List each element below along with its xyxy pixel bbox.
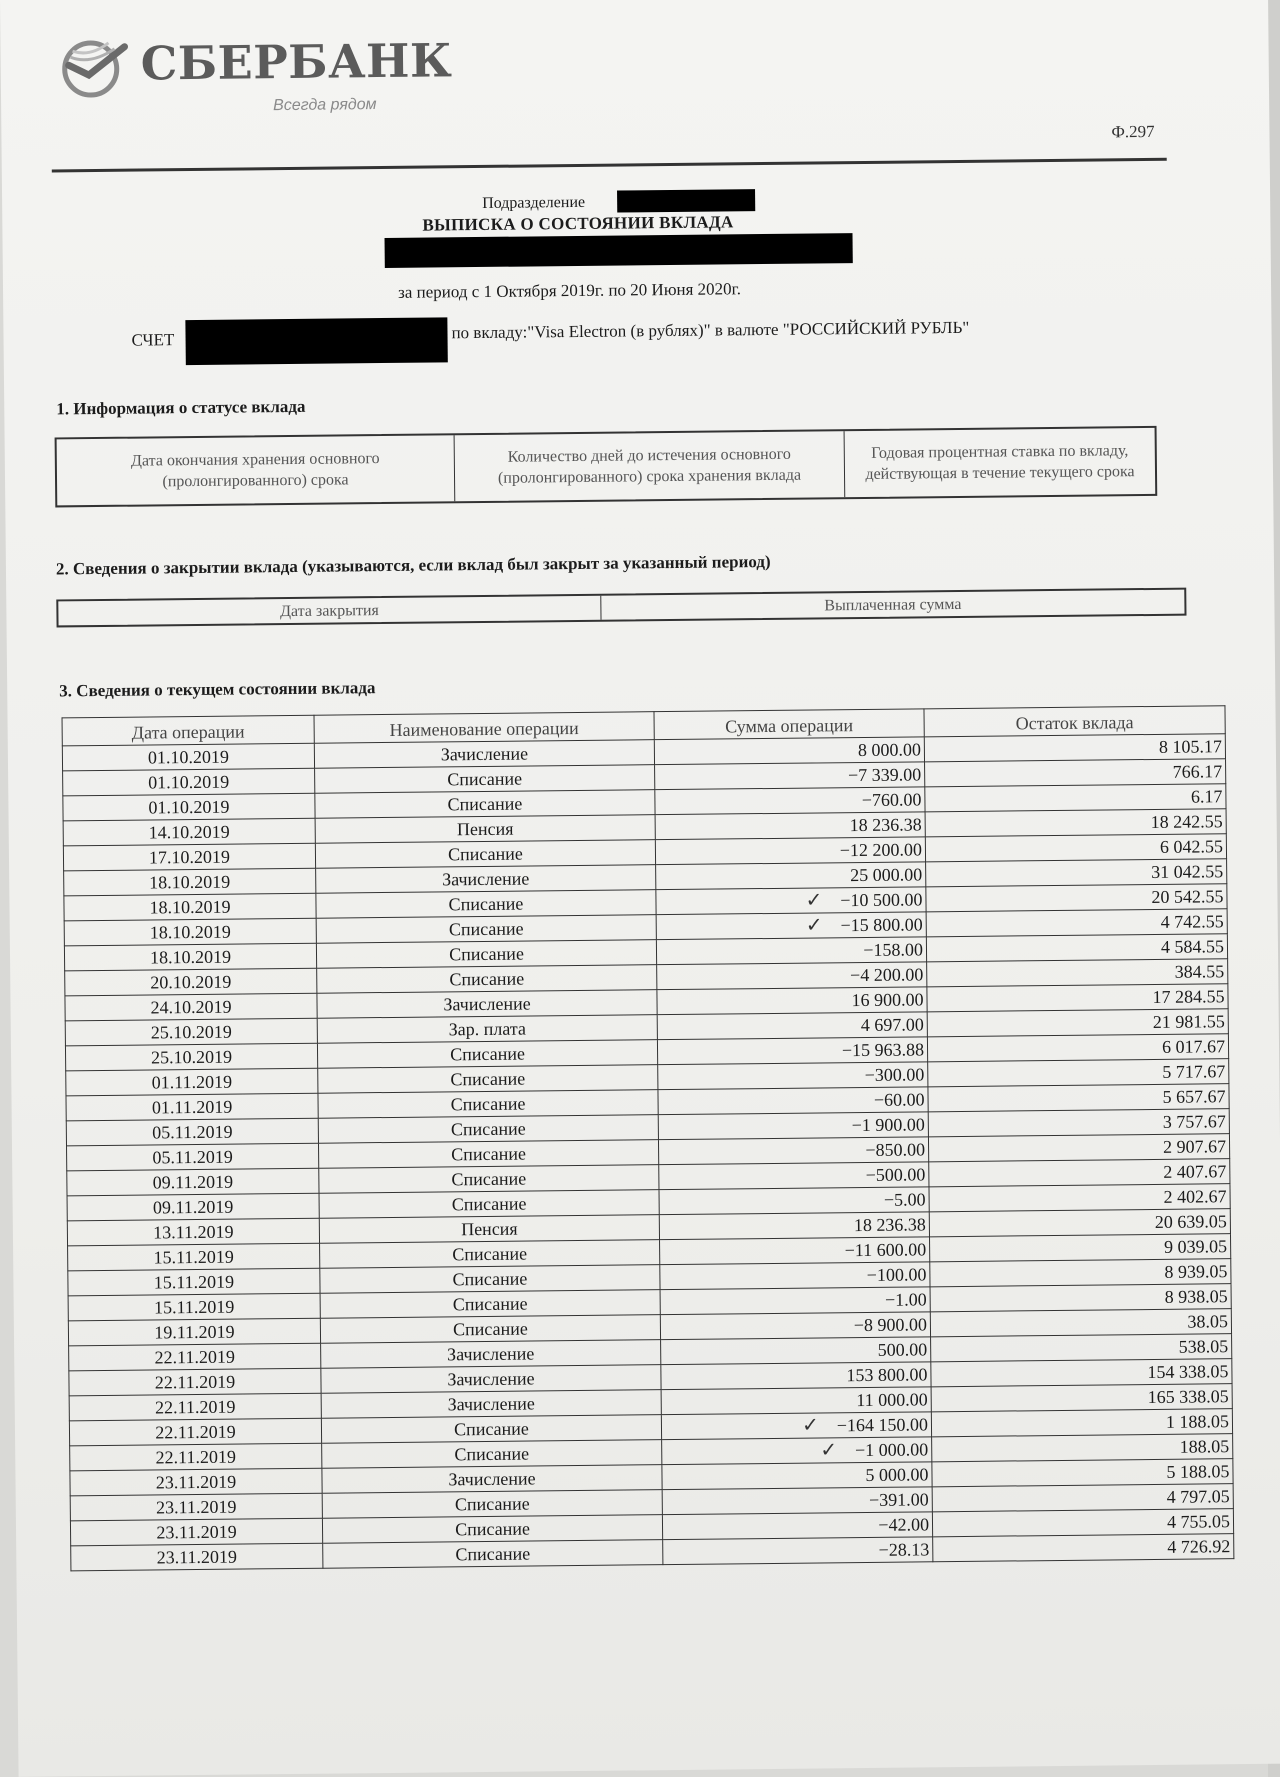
deposit-balance [928,1134,1229,1162]
operation-name-value: Зачисление [448,1468,536,1490]
operation-date [63,768,315,796]
operation-date [63,843,315,871]
deposit-balance [926,934,1227,962]
operation-name-value: Списание [449,968,525,990]
statement-period: за период с 1 Октября 2019г. по 20 Июня 2020г. [397,279,742,302]
col-operation-amount: Сумма операции [654,709,924,740]
deposit-balance [925,809,1226,837]
operation-date-value: 24.10.2019 [150,996,232,1018]
operation-date-value: 23.11.2019 [156,1521,237,1543]
operation-date [66,1093,318,1121]
operation-amount-value: −100.00 [866,1264,927,1285]
operation-amount [656,912,926,940]
operation-amount [656,862,926,890]
operation-name-value: Списание [454,1443,530,1465]
deposit-balance [931,1334,1232,1362]
operation-name-value: Списание [451,1193,527,1215]
operation-amount [662,1437,932,1465]
operation-amount [662,1462,932,1490]
operation-amount [658,1112,928,1140]
deposit-balance-value: 17 284.55 [1152,986,1225,1007]
deposit-balance [924,734,1225,762]
deposit-balance-value: 20 639.05 [1154,1211,1227,1232]
deposit-balance [925,784,1226,812]
operation-name-value: Пенсия [461,1218,518,1240]
deposit-balance-value: 20 542.55 [1151,886,1224,907]
operation-amount [661,1337,931,1365]
redaction-subdivision [617,189,755,212]
operation-name-value: Списание [455,1518,530,1540]
operation-name-value: Списание [455,1543,531,1565]
deposit-balance-value: 188.05 [1179,1436,1230,1457]
operation-amount [657,1037,927,1065]
deposit-balance-value: 384.55 [1174,961,1225,982]
operation-date-value: 15.11.2019 [153,1246,234,1268]
operation-name [320,1290,660,1319]
operation-name [320,1265,660,1294]
operation-date [67,1218,319,1246]
col-operation-name: Наименование операции [314,712,654,744]
deposit-balance-value: 766.17 [1172,761,1223,782]
operation-date-value: 13.11.2019 [153,1221,234,1243]
operation-amount [655,812,925,840]
col-interest-rate: Годовая процентная ставка по вкладу, действующая в течение текущего срока [865,442,1135,483]
operations-body [62,734,1234,1571]
deposit-balance-value: 6.17 [1190,786,1223,807]
operation-date [69,1393,321,1421]
operation-date [70,1468,322,1496]
deposit-balance [926,884,1227,912]
operation-amount-value: −391.00 [868,1489,929,1510]
deposit-balance [928,1109,1229,1137]
operation-date-value: 22.11.2019 [155,1421,236,1443]
operation-amount-value: 500.00 [877,1339,928,1360]
operation-amount-value: −60.00 [873,1089,925,1110]
deposit-balance [931,1409,1232,1437]
account-description: по вкладу:"Visa Electron (в рублях)" в валюте "РОССИЙСКИЙ РУБЛЬ" [451,317,970,343]
col-paid-amount: Выплаченная сумма [824,595,962,614]
operation-amount [659,1162,929,1190]
deposit-balance [931,1359,1232,1387]
account-label: СЧЕТ [131,330,175,350]
operation-name-value: Списание [454,1418,529,1440]
deposit-closure-table [56,588,1186,628]
deposit-balance [932,1509,1233,1537]
operation-date [67,1193,319,1221]
handwritten-check-icon: ✓ [805,914,823,937]
operation-date [65,993,317,1021]
operation-amount [662,1512,932,1540]
operation-amount [655,837,925,865]
operation-name [318,1115,658,1144]
operation-amount [660,1312,930,1340]
redaction-account-number [185,317,447,365]
operation-amount-value: −28.13 [878,1539,930,1560]
deposit-balance-value: 154 338.05 [1147,1361,1229,1383]
deposit-balance-value: 2 407.67 [1163,1161,1227,1182]
operation-amount [658,1137,928,1165]
operation-date-value: 15.11.2019 [153,1296,235,1318]
operation-name-value: Списание [454,1493,530,1515]
document-title: ВЫПИСКА О СОСТОЯНИИ ВКЛАДА [422,212,734,235]
section2-heading: 2. Сведения о закрытии вклада (указываются, если вклад был закрыт за указанный период) [55,551,771,579]
operation-date [62,743,314,771]
operation-date [70,1493,322,1521]
deposit-balance-value: 4 742.55 [1160,911,1224,932]
operation-name-value: Списание [447,843,523,865]
deposit-balance [928,1084,1229,1112]
operation-name-value: Списание [450,1093,526,1115]
deposit-balance [930,1259,1231,1287]
operation-amount-value: −1.00 [884,1289,927,1310]
operation-name [315,815,655,844]
operation-date-value: 22.11.2019 [154,1346,235,1368]
operation-name [321,1390,661,1419]
operation-amount-value: −7 339.00 [847,764,922,786]
operation-date-value: 25.10.2019 [150,1046,233,1068]
operation-date-value: 17.10.2019 [148,846,231,868]
operation-amount [656,937,926,965]
operation-date-value: 05.11.2019 [152,1146,233,1168]
operation-amount-value: −850.00 [865,1139,926,1160]
deposit-balance-value: 4 755.05 [1166,1511,1231,1532]
operation-date-value: 05.11.2019 [152,1121,233,1143]
operation-name [317,1040,657,1069]
operation-name-value: Списание [452,1318,528,1340]
sberbank-logo-mark-icon [58,35,131,100]
deposit-balance-value: 3 757.67 [1162,1111,1226,1132]
operation-amount [662,1487,932,1515]
operation-amount-value: 11 000.00 [856,1389,928,1411]
operation-date-value: 01.10.2019 [148,771,230,793]
operation-amount-value: −8 900.00 [853,1314,928,1336]
deposit-balance-value: 2 402.67 [1163,1186,1227,1207]
operation-amount-value: −1 900.00 [851,1114,925,1136]
operation-name-value: Зачисление [447,1393,535,1415]
deposit-balance [927,959,1228,987]
deposit-balance-value: 38.05 [1187,1311,1229,1332]
operation-amount-value: 25 000.00 [850,864,923,886]
sberbank-logo [58,30,453,124]
deposit-balance [930,1234,1231,1262]
deposit-balance-value: 9 039.05 [1164,1236,1228,1257]
operation-amount-value: 18 236.38 [853,1214,926,1236]
operation-name [317,990,657,1019]
operation-name-value: Зачисление [440,743,529,765]
deposit-balance [928,1059,1229,1087]
deposit-balance [927,1034,1228,1062]
operation-amount-value: −500.00 [865,1164,926,1185]
operation-amount-value: −760.00 [861,789,922,811]
bank-slogan: Всегда рядом [273,96,377,115]
operation-name [318,1090,658,1119]
operation-name [319,1190,659,1219]
operation-amount [661,1387,931,1415]
operation-date [68,1293,320,1321]
operation-date [64,893,316,921]
deposit-balance-value: 18 242.55 [1150,811,1223,832]
operation-name [315,765,655,794]
operation-name [316,940,656,969]
deposit-balance-value: 165 338.05 [1147,1386,1229,1408]
operations-table [62,705,1235,1571]
operation-amount [657,962,927,990]
operation-date-value: 23.11.2019 [156,1546,238,1568]
operation-date [69,1368,321,1396]
operation-amount [657,987,927,1015]
operation-date [65,968,317,996]
operation-name-value: Списание [452,1268,528,1290]
deposit-balance-value: 2 907.67 [1162,1136,1227,1157]
deposit-balance-value: 5 188.05 [1166,1461,1230,1482]
deposit-balance-value: 21 981.55 [1152,1011,1225,1032]
operation-date [63,793,315,821]
operation-date [71,1543,323,1571]
header-divider [52,158,1167,173]
operation-name [321,1340,661,1369]
operation-date-value: 22.11.2019 [154,1371,236,1393]
operation-date [69,1343,321,1371]
deposit-status-table [55,426,1158,508]
operation-date [66,1118,318,1146]
deposit-balance-value: 4 797.05 [1166,1486,1230,1507]
operation-amount-value: −4 200.00 [849,964,924,986]
col-term-end-date: Дата окончания хранения основного (пролонгированного) срока [57,435,456,505]
operation-amount-value: −11 600.00 [844,1239,927,1261]
deposit-balance [926,859,1227,887]
operation-amount [657,1012,927,1040]
operation-date [69,1418,321,1446]
col-closure-date: Дата закрытия [58,596,601,626]
operation-name-value: Зачисление [447,1343,535,1365]
operation-amount [660,1237,930,1265]
operation-amount [658,1087,928,1115]
operation-amount-value: −5.00 [883,1189,926,1210]
deposit-balance [932,1434,1233,1462]
operation-date-value: 09.11.2019 [152,1196,234,1218]
operation-date-value: 01.11.2019 [151,1071,233,1093]
operation-amount [661,1412,931,1440]
operation-name [321,1415,661,1444]
deposit-balance-value: 8 938.05 [1164,1286,1228,1307]
operation-name [322,1515,662,1544]
operation-name [322,1465,662,1494]
operation-date-value: 23.11.2019 [155,1471,237,1493]
operation-amount-value: −15 963.88 [841,1039,925,1061]
operation-amount-value: 16 900.00 [851,989,924,1011]
operation-name-value: Зачисление [447,1368,535,1390]
operation-date-value: 18.10.2019 [149,921,231,943]
operation-amount-value: −12 200.00 [839,839,923,861]
deposit-balance-value: 31 042.55 [1151,861,1224,882]
operation-amount-value: −10 500.00 [840,889,923,911]
operation-amount-value: −1 000.00 [854,1439,929,1461]
operation-date-value: 19.11.2019 [154,1321,235,1343]
operation-amount [661,1362,931,1390]
deposit-balance [930,1284,1231,1312]
deposit-balance-value: 8 105.17 [1158,736,1222,757]
operation-amount-value: 8 000.00 [857,739,922,761]
operation-amount [656,887,926,915]
operation-amount-value: 4 697.00 [860,1014,924,1036]
deposit-balance [929,1159,1230,1187]
operation-name [314,740,654,769]
operation-amount-value: 5 000.00 [865,1464,929,1486]
operation-amount [654,737,924,765]
form-code: Ф.297 [1111,121,1155,142]
deposit-balance [932,1484,1233,1512]
operation-name [316,915,656,944]
operation-date [64,943,316,971]
operation-amount [660,1287,930,1315]
operation-amount [658,1062,928,1090]
operation-name-value: Списание [448,918,524,940]
deposit-balance-value: 4 726.92 [1167,1536,1231,1557]
operation-name [320,1315,660,1344]
operation-name-value: Списание [451,1168,527,1190]
col-days-remaining: Количество дней до истечения основного (пролонгированного) срока хранения вклада [455,431,846,501]
operation-date [70,1443,322,1471]
operation-date-value: 20.10.2019 [150,971,232,993]
operation-name-value: Зачисление [443,993,531,1015]
deposit-balance [933,1534,1234,1562]
deposit-balance [925,759,1226,787]
operation-name-value: Списание [447,768,523,790]
operation-name-value: Списание [452,1293,528,1315]
operation-date-value: 01.11.2019 [151,1096,233,1118]
operation-date [70,1518,322,1546]
operation-amount-value: −15 800.00 [840,914,923,936]
operation-date [63,818,315,846]
deposit-balance [931,1384,1232,1412]
redaction-holder-name [385,233,853,268]
operation-amount [660,1262,930,1290]
operation-date-value: 25.10.2019 [150,1021,232,1043]
operation-name [323,1540,663,1569]
operation-amount [655,762,925,790]
operation-name [316,865,656,894]
operation-name-value: Пенсия [456,818,514,840]
operation-date [67,1168,319,1196]
bank-name: СБЕРБАНК [140,33,453,91]
operation-date [65,1043,317,1071]
deposit-balance [929,1209,1230,1237]
operation-name [315,840,655,869]
operation-name-value: Списание [452,1243,528,1265]
operation-amount-value: −42.00 [878,1514,930,1535]
operation-date-value: 01.10.2019 [147,746,230,768]
operation-name-value: Списание [451,1143,527,1165]
deposit-balance [927,984,1228,1012]
operation-amount-value: −164 150.00 [836,1414,929,1436]
deposit-balance [929,1184,1230,1212]
operation-date-value: 09.11.2019 [152,1171,234,1193]
section3-heading: 3. Сведения о текущем состоянии вклада [59,678,376,701]
operation-name-value: Списание [449,943,524,965]
deposit-balance-value: 1 188.05 [1165,1411,1230,1432]
operation-name [318,1065,658,1094]
operation-name [320,1240,660,1269]
deposit-balance [930,1309,1231,1337]
operation-date [64,868,316,896]
operation-date [65,1018,317,1046]
operation-date-value: 22.11.2019 [154,1396,236,1418]
col-operation-date: Дата операции [62,715,314,746]
operation-name-value: Списание [450,1068,526,1090]
operation-name-value: Списание [450,1118,526,1140]
deposit-balance-value: 538.05 [1178,1336,1229,1357]
operation-name [316,890,656,919]
operation-name [322,1440,662,1469]
operation-date-value: 01.10.2019 [148,796,230,818]
handwritten-check-icon: ✓ [820,1439,838,1462]
deposit-balance-value: 5 657.67 [1162,1086,1226,1107]
operation-date [64,918,316,946]
operation-amount [663,1537,933,1565]
operation-name [317,1015,657,1044]
operation-amount [659,1212,929,1240]
operation-date [68,1243,320,1271]
operation-amount-value: 153 800.00 [846,1364,928,1386]
operation-date-value: 15.11.2019 [153,1271,235,1293]
operation-name-value: Списание [448,893,524,915]
deposit-balance-value: 6 017.67 [1161,1036,1226,1057]
subdivision-label: Подразделение [482,193,586,212]
operation-date [66,1068,318,1096]
operation-date-value: 22.11.2019 [155,1446,237,1468]
operation-date-value: 18.10.2019 [149,896,231,918]
col-deposit-balance: Остаток вклада [924,706,1225,737]
operation-name-value: Списание [447,793,523,815]
handwritten-check-icon: ✓ [801,1414,819,1437]
section1-heading: 1. Информация о статусе вклада [56,396,306,419]
deposit-balance [925,834,1226,862]
operation-name-value: Зачисление [442,868,530,890]
deposit-balance [927,1009,1228,1037]
deposit-balance-value: 4 584.55 [1160,936,1225,957]
operation-date [68,1318,320,1346]
operation-name [322,1490,662,1519]
operation-amount [655,787,925,815]
operation-name [321,1365,661,1394]
operation-date-value: 18.10.2019 [149,946,232,968]
operation-amount [659,1187,929,1215]
deposit-balance-value: 8 939.05 [1164,1261,1228,1282]
operation-name [315,790,655,819]
deposit-balance-value: 6 042.55 [1159,836,1224,857]
operation-name [319,1215,659,1244]
operation-name [319,1165,659,1194]
operation-date [68,1268,320,1296]
deposit-balance [932,1459,1233,1487]
handwritten-check-icon: ✓ [805,889,823,912]
deposit-balance [926,909,1227,937]
operation-name-value: Списание [450,1043,526,1065]
operation-date-value: 18.10.2019 [149,871,231,893]
operation-amount-value: −158.00 [863,939,924,961]
operation-name-value: Зар. плата [448,1018,527,1040]
operation-date-value: 14.10.2019 [148,821,230,843]
deposit-balance-value: 5 717.67 [1162,1061,1226,1082]
operation-amount-value: −300.00 [864,1064,925,1086]
operation-name [317,965,657,994]
operation-amount-value: 18 236.38 [849,814,922,836]
operation-date [67,1143,319,1171]
operation-date-value: 23.11.2019 [156,1496,237,1518]
operation-name [318,1140,658,1169]
